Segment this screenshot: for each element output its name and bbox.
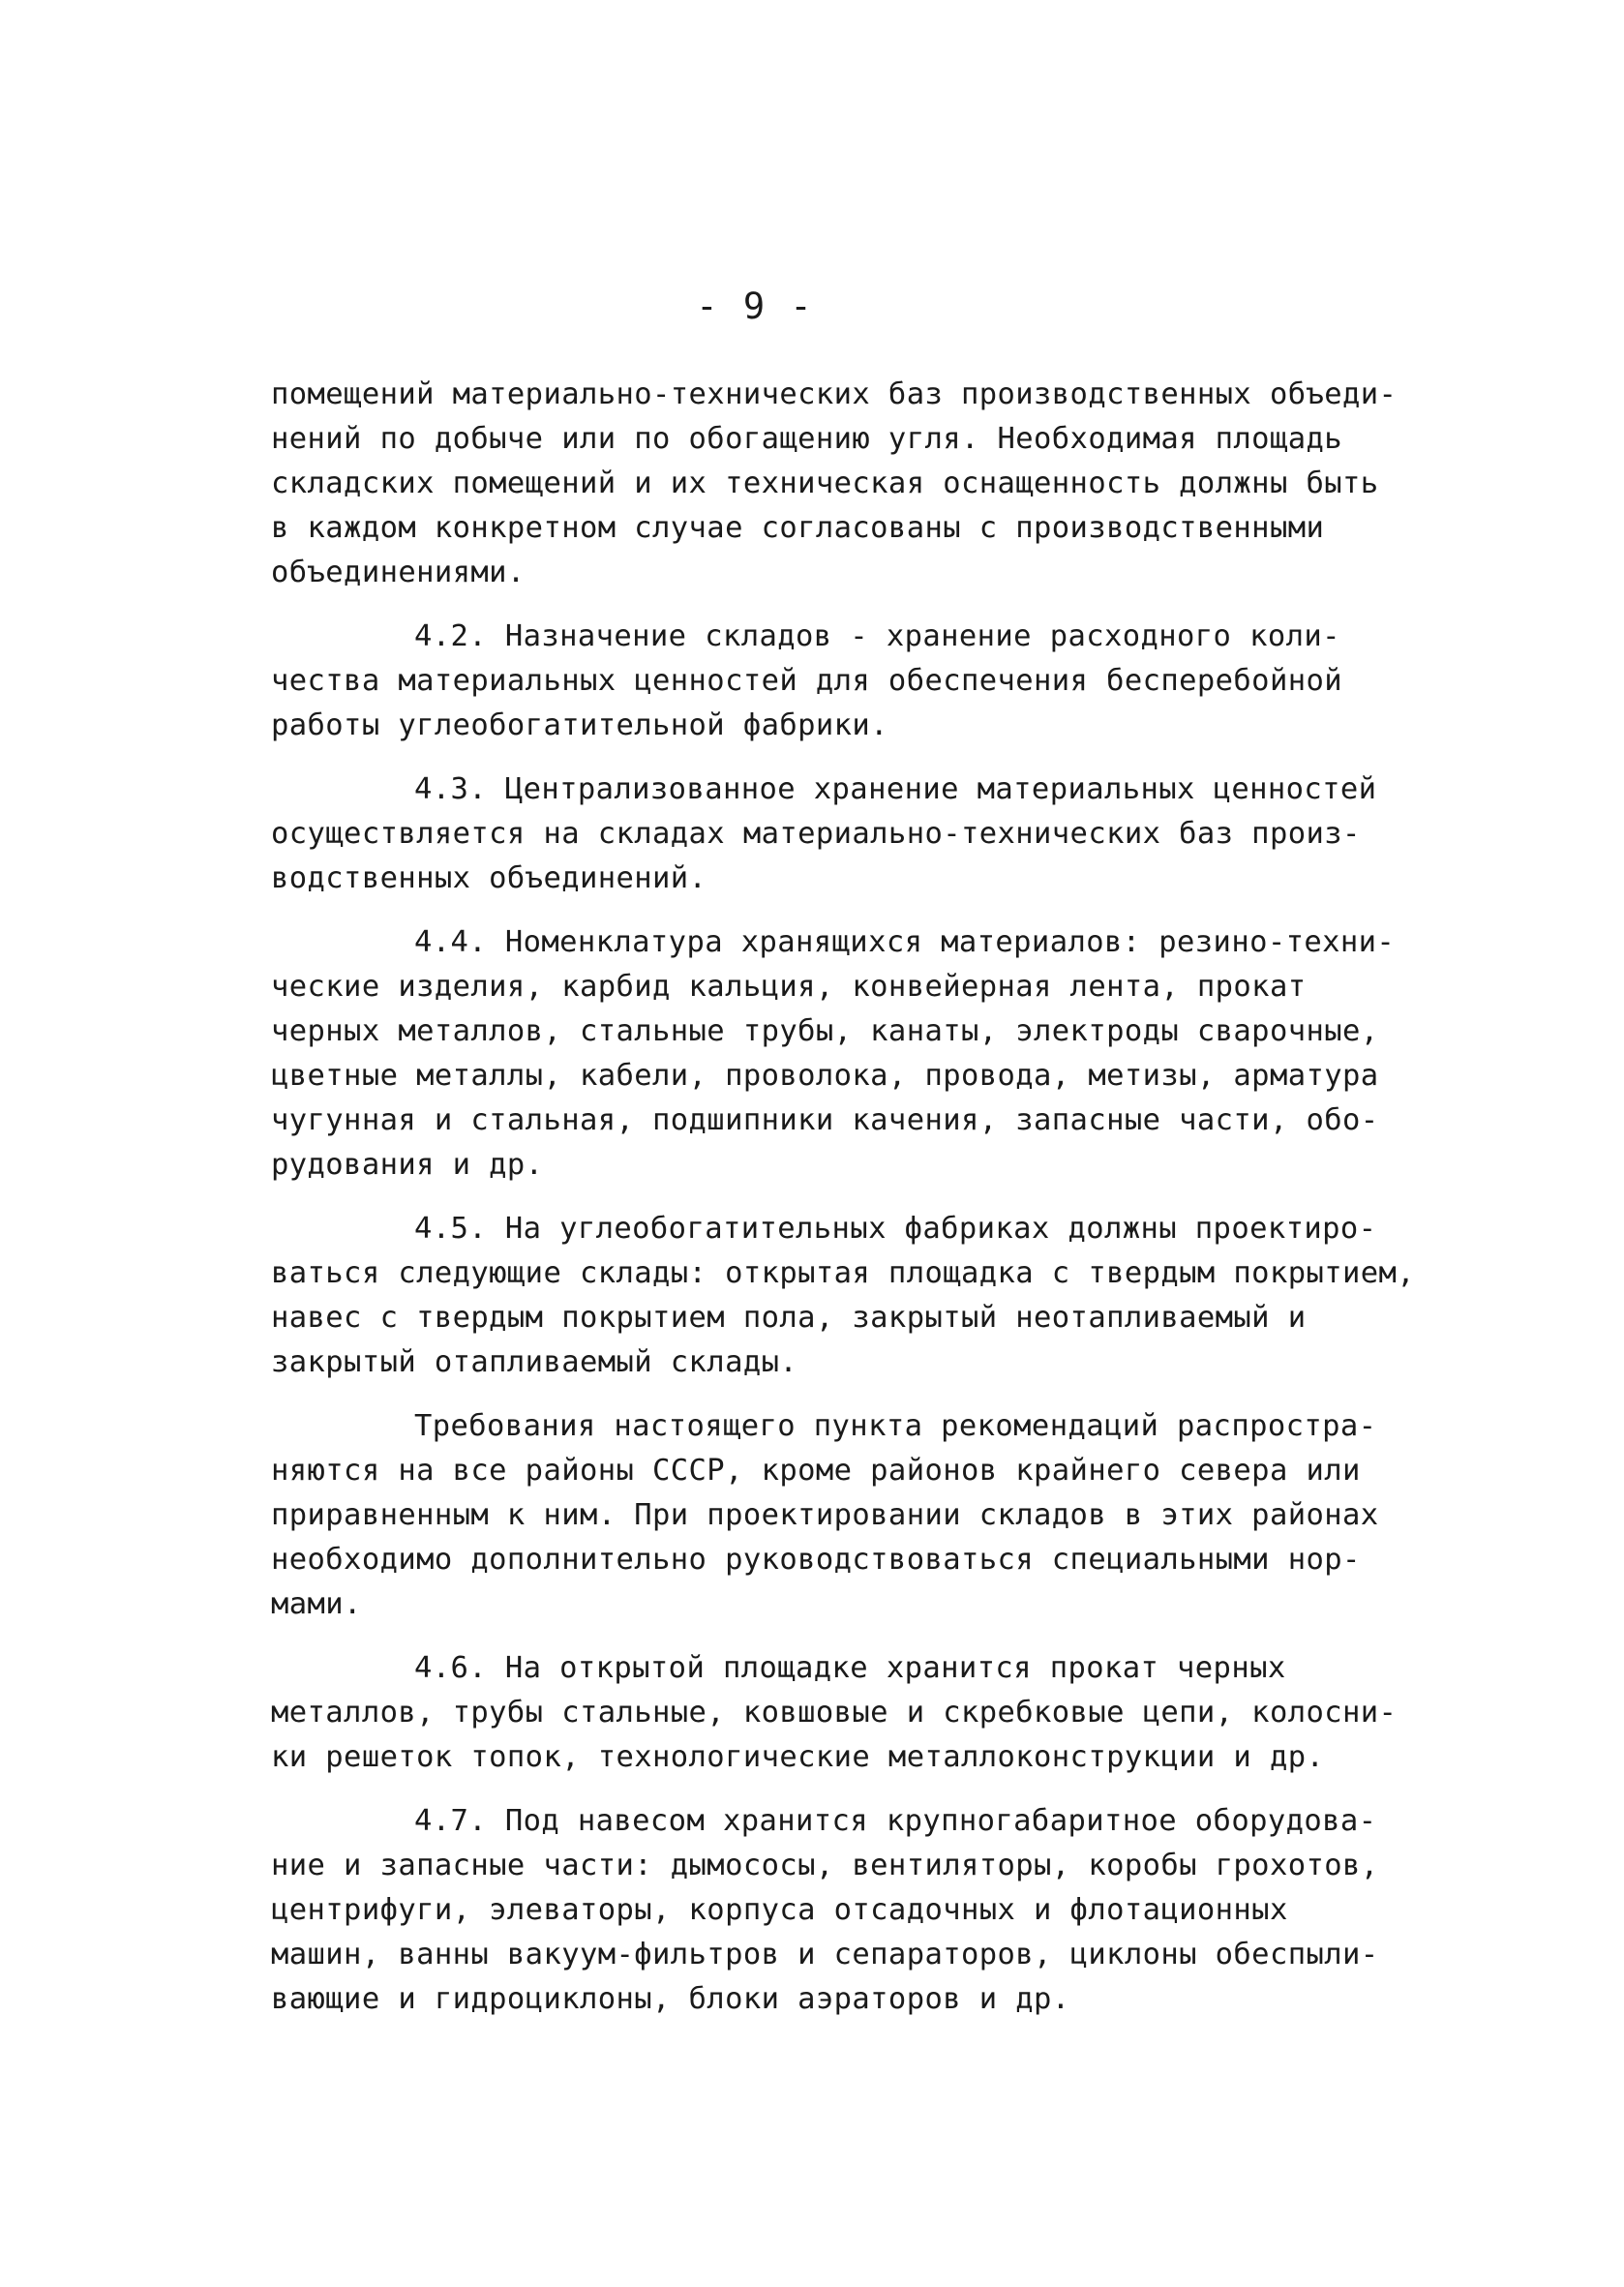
paragraph-4-5-requirements (271, 1404, 1384, 1627)
text-line: приравненным к ним. При проектировании складов в этих районах (271, 1498, 1379, 1532)
text-line: ваться следующие склады: открытая площадка с твердым покрытием, (271, 1256, 1416, 1290)
text-line: черных металлов, стальные трубы, канаты, электроды сварочные, (271, 1014, 1379, 1048)
paragraph-4-2 (271, 615, 1384, 748)
text-line: складских помещений и их техническая оснащенность должны быть (271, 466, 1379, 500)
text-line: металлов, трубы стальные, ковшовые и скребковые цепи, колосни- (271, 1696, 1398, 1730)
text-line: няются на все районы СССР, кроме районов крайнего севера или (271, 1454, 1361, 1488)
paragraph-4-6 (271, 1646, 1398, 1780)
document-body (271, 373, 1416, 2041)
text-line: водственных объединений. (271, 861, 707, 895)
text-line: ние и запасные части: дымососы, вентиляторы, коробы грохотов, (271, 1849, 1379, 1882)
text-line: необходимо дополнительно руководствоваться специальными нор- (271, 1543, 1361, 1577)
text-line: вающие и гидроциклоны, блоки аэраторов и др. (271, 1982, 1070, 2016)
text-line: помещений материально-технических баз производственных объеди- (271, 377, 1398, 411)
text-line: 4.2. Назначение складов - хранение расходного коли- (414, 619, 1340, 653)
text-line: 4.5. На углеобогатительных фабриках должны проектиро- (414, 1212, 1377, 1246)
text-line: ки решеток топок, технологические металлоконструкции и др. (271, 1740, 1325, 1774)
page-number: - 9 - (696, 286, 814, 327)
paragraph-4-7 (271, 1799, 1384, 2022)
text-line: 4.4. Номенклатура хранящихся материалов: резино-техни- (414, 925, 1396, 959)
paragraph-4-3 (271, 767, 1384, 901)
paragraph-4-4 (271, 920, 1396, 1188)
text-line: чугунная и стальная, подшипники качения, запасные части, обо- (271, 1103, 1379, 1137)
text-line: машин, ванны вакуум-фильтров и сепараторов, циклоны обеспыли- (271, 1938, 1379, 1971)
text-line: 4.3. Централизованное хранение материальных ценностей (414, 772, 1377, 806)
text-line: объединениями. (271, 556, 526, 589)
text-line: нений по добыче или по обогащению угля. Необходимая площадь (271, 422, 1342, 456)
text-line: осуществляется на складах материально-технических баз произ- (271, 817, 1361, 851)
text-line: цветные металлы, кабели, проволока, провода, метизы, арматура (271, 1059, 1379, 1093)
text-line: закрытый отапливаемый склады. (271, 1345, 798, 1379)
text-line: в каждом конкретном случае согласованы с производственными (271, 511, 1325, 545)
paragraph-continuation (271, 373, 1398, 595)
text-line: ческие изделия, карбид кальция, конвейерная лента, прокат (271, 970, 1307, 1004)
paragraph-4-5 (271, 1207, 1416, 1385)
text-line: чества материальных ценностей для обеспечения бесперебойной (271, 664, 1342, 698)
text-line: центрифуги, элеваторы, корпуса отсадочных и флотационных (271, 1893, 1288, 1927)
text-line: Требования настоящего пункта рекомендаций распростра- (414, 1409, 1377, 1443)
text-line: мами. (271, 1587, 362, 1621)
text-line: 4.6. На открытой площадке хранится прокат черных (414, 1651, 1286, 1685)
text-line: работы углеобогатительной фабрики. (271, 708, 888, 742)
text-line: рудования и др. (271, 1148, 544, 1182)
text-line: навес с твердым покрытием пола, закрытый неотапливаемый и (271, 1301, 1307, 1335)
text-line: 4.7. Под навесом хранится крупногабаритное оборудова- (414, 1804, 1377, 1838)
